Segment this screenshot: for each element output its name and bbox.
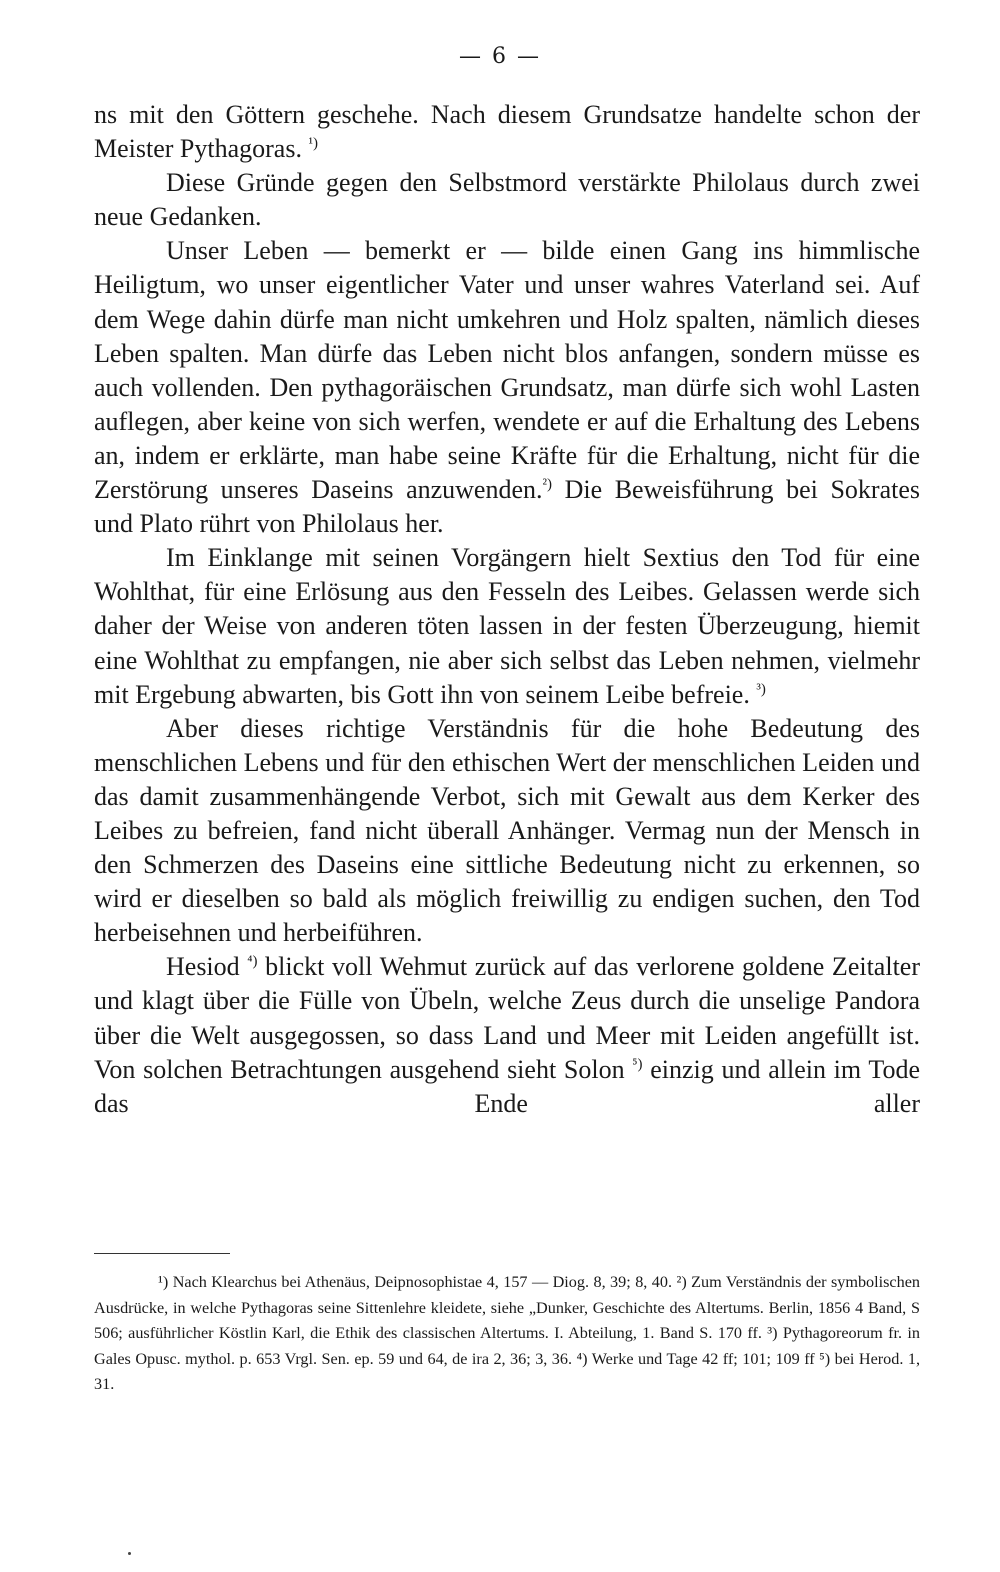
footnote-reference: ³) [756,680,766,697]
body-paragraph [94,950,920,1120]
body-paragraph [94,712,920,951]
footnote-reference: ²) [542,476,553,493]
paragraph-text: Im Einklange mit seinen Vorgängern hielt Sextius den Tod für eine Wohlthat, für eine Erlösung aus den Fesseln des Leibes. Gelassen werde sich daher der Weise von anderen töten lassen in der festen Überzeugung, hiemit eine Wohlthat zu empfangen, nie aber sich selbst das Leben nehmen, vielmehr mit Ergebung abwarten, bis Gott ihn von seinem Leibe befreie. [94,543,920,709]
body-paragraph [94,98,920,166]
paragraph-text: Die Beweisführung bei Sokrates und Plato rührt von Philolaus her. [94,475,920,539]
footnote-reference: ⁴) [247,953,258,970]
footnote-reference: ⁵) [632,1055,643,1072]
paragraph-text: Unser Leben — bemerkt er — bilde einen Gang ins himmlische Heiligtum, wo unser eigentlicher Vater und unser wahres Vaterland sei. Auf dem Wege dahin dürfe man nicht umkehren und Holz spalten, nämlich dieses Leben spalten. Man dürfe das Leben nicht blos anfangen, sondern müsse es auch vollenden. Den pythagoräischen Grundsatz, man dürfe sich wohl Lasten auflegen, aber keine von sich werfen, wendete er auf die Erhaltung des Lebens an, indem er erklärte, man habe seine Kräfte für die Erhaltung, nicht für die Zerstörung unseres Daseins anzuwenden. [94,236,920,505]
paragraph-text: Hesiod [166,952,248,982]
body-paragraph [94,234,920,541]
body-paragraph [94,166,920,234]
print-speck [128,1552,131,1555]
paragraph-text: blickt voll Wehmut zurück auf das verlorene goldene Zeitalter und klagt über die Fülle von Übeln, welche Zeus durch die unselige Pandora über die Welt ausgegossen, so dass Land und Meer mit Leiden angefüllt ist. Von solchen Betrachtungen ausgehend sieht Solon [94,952,920,1084]
footnotes [94,1270,920,1398]
paragraph-text: Diese Gründe gegen den Selbstmord verstärkte Philolaus durch zwei neue Gedanken. [94,168,920,232]
paragraph-text: Aber dieses richtige Verständnis für die hohe Bedeutung des menschlichen Lebens und für den ethischen Wert der menschlichen Leiden und das damit zusammenhängende Verbot, sich mit Gewalt aus dem Kerker des Leibes zu befreien, fand nicht überall Anhänger. Vermag nun der Mensch in den Schmerzen des Daseins eine sittliche Bedeutung nicht zu erkennen, so wird er dieselben so bald als möglich freiwillig zu endigen suchen, den Tod herbeisehnen und herbeiführen. [94,713,920,948]
paragraph-text: einzig und allein im Tode das Ende aller [94,1054,920,1118]
paragraph-text: ns mit den Göttern geschehe. Nach diesem Grundsatze handelte schon der Meister Pythagoras. [94,100,920,164]
body-text [94,98,920,1121]
page-number: — 6 — [459,44,541,69]
footnote-text: ¹) Nach Klearchus bei Athenäus, Deipnosophistae 4, 157 — Diog. 8, 39; 8, 40. ²) Zum Verständnis der symbolischen Ausdrücke, in welche Pythagoras seine Sittenlehre kleidete, siehe „Dunker, Geschichte des Altertums. Berlin, 1856 4 Band, S 506; ausführlicher Köstlin Karl, die Ethik des classischen Altertums. I. Abteilung, 1. Band S. 170 ff. ³) Pythagoreorum fr. in Gales Opusc. mythol. p. 653 Vrgl. Sen. ep. 59 und 64, de ira 2, 36; 3, 36. ⁴) Werke und Tage 42 ff; 101; 109 ff ⁵) bei Herod. 1, 31. [94,1273,920,1393]
body-paragraph [94,541,920,711]
footnote-reference: ¹) [308,135,318,152]
footnote-divider [94,1253,230,1254]
